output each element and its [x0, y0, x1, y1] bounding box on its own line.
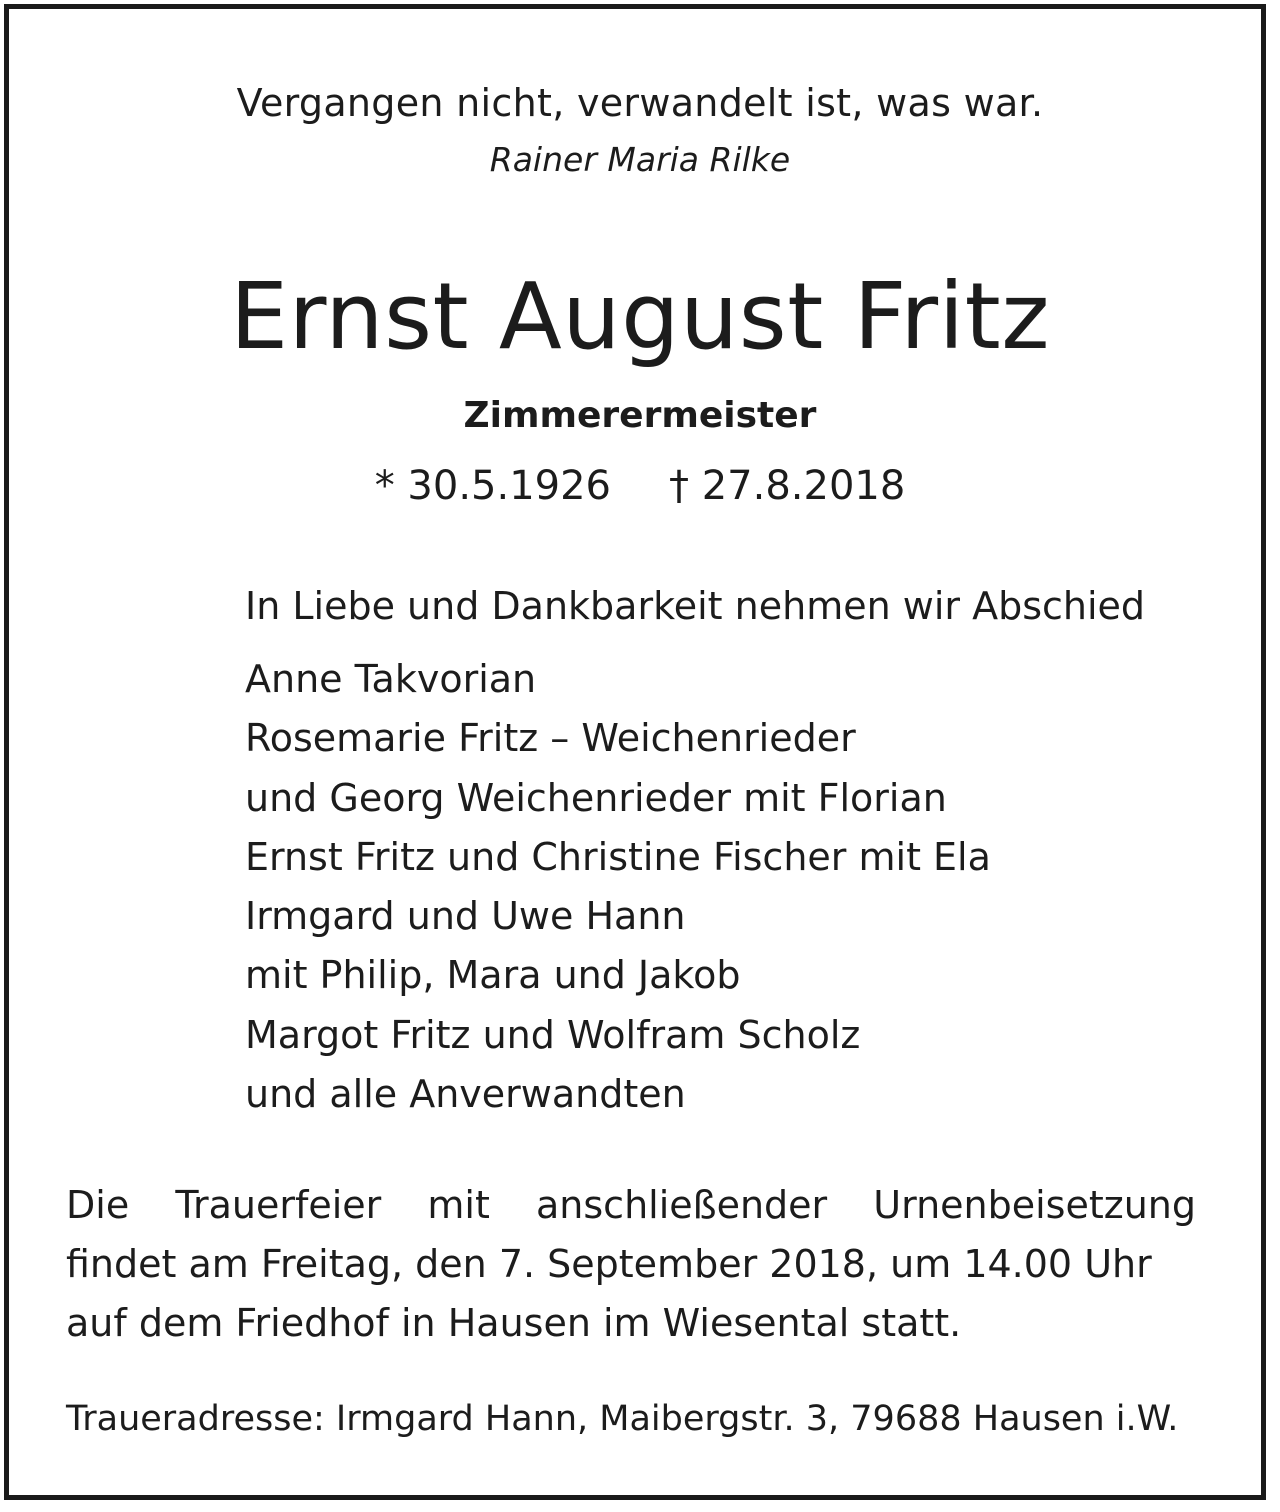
mourner-entry: Rosemarie Fritz – Weichenrieder	[245, 716, 856, 761]
life-dates	[0, 462, 1280, 510]
deceased-name: Ernst August Fritz	[229, 263, 1051, 370]
mourner-entry: und alle Anverwandten	[245, 1072, 686, 1117]
mourner-entry: Margot Fritz und Wolfram Scholz	[245, 1012, 861, 1057]
mourner-entry: und Georg Weichenrieder mit Florian	[245, 775, 947, 820]
memorial-quote: Vergangen nicht, verwandelt ist, was war.	[236, 81, 1044, 125]
ceremony-line: auf dem Friedhof in Hausen im Wiesental statt.	[66, 1301, 962, 1345]
mourner-entry: Anne Takvorian	[245, 657, 537, 701]
mourner-entry: mit Philip, Mara und Jakob	[245, 953, 741, 998]
ceremony-details	[66, 1176, 1196, 1353]
death-date: † 27.8.2018	[669, 463, 906, 509]
deceased-profession: Zimmerermeister	[463, 395, 817, 436]
quote-author: Rainer Maria Rilke	[489, 140, 791, 179]
mourners-list	[245, 653, 991, 1127]
mourning-address: Traueradresse: Irmgard Hann, Maibergstr. 3, 79688 Hausen i.W.	[66, 1399, 1179, 1439]
mourner-entry: Ernst Fritz und Christine Fischer mit Ela	[245, 834, 991, 879]
ceremony-line: findet am Freitag, den 7. September 2018, um 14.00 Uhr	[66, 1242, 1152, 1286]
ceremony-line: Die Trauerfeier mit anschließender Urnenbeisetzung	[66, 1183, 1196, 1227]
farewell-line: In Liebe und Dankbarkeit nehmen wir Abschied	[245, 584, 1146, 628]
birth-date: * 30.5.1926	[374, 463, 611, 509]
mourner-entry: Irmgard und Uwe Hann	[245, 894, 686, 939]
